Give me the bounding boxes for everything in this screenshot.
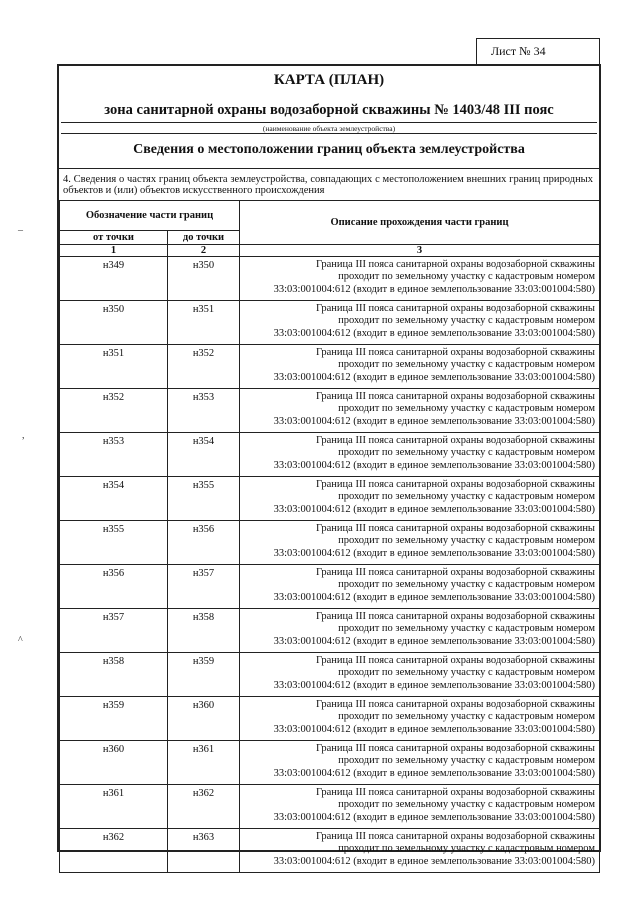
- from-point: н350: [60, 301, 168, 345]
- header-from: от точки: [60, 231, 168, 245]
- boundary-description: [240, 257, 600, 301]
- description-line: Граница III пояса санитарной охраны водозаборной скважины: [315, 567, 595, 578]
- boundary-description: [240, 433, 600, 477]
- from-point: н360: [60, 741, 168, 785]
- boundary-description: [240, 697, 600, 741]
- description-line: проходит по земельному участку с кадастровым номером: [338, 403, 595, 415]
- description-line: проходит по земельному участку с кадастровым номером: [338, 755, 595, 767]
- page-title: КАРТА (ПЛАН): [273, 72, 385, 88]
- hole-punch-mark-icon: ,: [22, 430, 25, 441]
- to-point: н358: [168, 609, 240, 653]
- intro-text: 4. Сведения о частях границ объекта землеустройства, совпадающих с местоположением внешних границ природных объектов и (или) объектов искусственного происхождения: [63, 174, 593, 196]
- description-line: 33:03:001004:612 (входит в единое землепользование 33:03:001004:580): [273, 547, 595, 559]
- boundary-description: [240, 609, 600, 653]
- table-row: [60, 653, 600, 697]
- to-point: н354: [168, 433, 240, 477]
- description-line: 33:03:001004:612 (входит в единое землепользование 33:03:001004:580): [273, 811, 595, 823]
- table-row: [60, 257, 600, 301]
- from-point: н351: [60, 345, 168, 389]
- from-point: н352: [60, 389, 168, 433]
- boundary-description: [240, 301, 600, 345]
- boundary-description: [240, 565, 600, 609]
- hole-punch-mark-icon: ^: [18, 635, 23, 646]
- description-line: Граница III пояса санитарной охраны водозаборной скважины: [315, 743, 595, 754]
- header-group: Обозначение части границ: [60, 201, 240, 231]
- boundary-description: [240, 521, 600, 565]
- hole-punch-mark-icon: –: [18, 225, 23, 236]
- boundary-description: [240, 477, 600, 521]
- table-row: [60, 697, 600, 741]
- description-line: проходит по земельному участку с кадастровым номером: [338, 623, 595, 635]
- from-point: н354: [60, 477, 168, 521]
- description-line: 33:03:001004:612 (входит в единое землепользование 33:03:001004:580): [273, 503, 595, 515]
- object-name-caption: (наименование объекта землеустройства): [61, 122, 597, 134]
- col-number-3: 3: [240, 245, 600, 257]
- description-line: 33:03:001004:612 (входит в единое землепользование 33:03:001004:580): [273, 459, 595, 471]
- from-point: н355: [60, 521, 168, 565]
- header-description: Описание прохождения части границ: [240, 201, 600, 245]
- from-point: н359: [60, 697, 168, 741]
- table-row: [60, 301, 600, 345]
- description-line: Граница III пояса санитарной охраны водозаборной скважины: [315, 391, 595, 402]
- description-line: 33:03:001004:612 (входит в единое землепользование 33:03:001004:580): [273, 767, 595, 779]
- description-line: 33:03:001004:612 (входит в единое землепользование 33:03:001004:580): [273, 327, 595, 339]
- description-line: проходит по земельному участку с кадастровым номером: [338, 535, 595, 547]
- description-line: 33:03:001004:612 (входит в единое землепользование 33:03:001004:580): [273, 591, 595, 603]
- description-line: Граница III пояса санитарной охраны водозаборной скважины: [315, 655, 595, 666]
- description-line: Граница III пояса санитарной охраны водозаборной скважины: [315, 479, 595, 490]
- description-line: 33:03:001004:612 (входит в единое землепользование 33:03:001004:580): [273, 635, 595, 647]
- table-row: [60, 609, 600, 653]
- description-line: Граница III пояса санитарной охраны водозаборной скважины: [315, 347, 595, 358]
- description-line: 33:03:001004:612 (входит в единое землепользование 33:03:001004:580): [273, 283, 595, 295]
- to-point: н352: [168, 345, 240, 389]
- object-name: зона санитарной охраны водозаборной скважины № 1403/48 III пояс: [104, 102, 554, 118]
- to-point: н357: [168, 565, 240, 609]
- col-number-2: 2: [168, 245, 240, 257]
- to-point: н353: [168, 389, 240, 433]
- table-row: [60, 389, 600, 433]
- divider: [59, 168, 599, 169]
- description-line: 33:03:001004:612 (входит в единое землепользование 33:03:001004:580): [273, 723, 595, 735]
- header-to: до точки: [168, 231, 240, 245]
- from-point: н353: [60, 433, 168, 477]
- table-row: [60, 433, 600, 477]
- description-line: 33:03:001004:612 (входит в единое землепользование 33:03:001004:580): [273, 679, 595, 691]
- table-row: [60, 521, 600, 565]
- description-line: проходит по земельному участку с кадастровым номером: [338, 315, 595, 327]
- to-point: н351: [168, 301, 240, 345]
- from-point: н361: [60, 785, 168, 829]
- table-row: [60, 345, 600, 389]
- to-point: н361: [168, 741, 240, 785]
- description-line: Граница III пояса санитарной охраны водозаборной скважины: [315, 699, 595, 710]
- description-line: Граница III пояса санитарной охраны водозаборной скважины: [315, 611, 595, 622]
- col-number-1: 1: [60, 245, 168, 257]
- description-line: проходит по земельному участку с кадастровым номером: [338, 491, 595, 503]
- description-line: проходит по земельному участку с кадастровым номером: [338, 711, 595, 723]
- section-title: Сведения о местоположении границ объекта землеустройства: [133, 142, 525, 157]
- description-line: Граница III пояса санитарной охраны водозаборной скважины: [315, 303, 595, 314]
- description-line: 33:03:001004:612 (входит в единое землепользование 33:03:001004:580): [273, 371, 595, 383]
- description-line: проходит по земельному участку с кадастровым номером: [338, 447, 595, 459]
- description-line: проходит по земельному участку с кадастровым номером: [338, 667, 595, 679]
- document-frame: [57, 64, 601, 867]
- table-row: [60, 565, 600, 609]
- description-line: Граница III пояса санитарной охраны водозаборной скважины: [315, 523, 595, 534]
- description-line: проходит по земельному участку с кадастровым номером: [338, 271, 595, 283]
- table-row: [60, 477, 600, 521]
- from-point: н349: [60, 257, 168, 301]
- table-row: [60, 829, 600, 873]
- to-point: н362: [168, 785, 240, 829]
- from-point: н358: [60, 653, 168, 697]
- boundary-description: [240, 653, 600, 697]
- from-point: н362: [60, 829, 168, 873]
- description-line: проходит по земельному участку с кадастровым номером: [338, 843, 595, 855]
- description-line: проходит по земельному участку с кадастровым номером: [338, 359, 595, 371]
- to-point: н359: [168, 653, 240, 697]
- description-line: Граница III пояса санитарной охраны водозаборной скважины: [315, 259, 595, 270]
- description-line: 33:03:001004:612 (входит в единое землепользование 33:03:001004:580): [273, 855, 595, 867]
- sheet-number-label: Лист № 34: [491, 44, 546, 58]
- to-point: н350: [168, 257, 240, 301]
- sheet-number: [476, 38, 600, 64]
- description-line: проходит по земельному участку с кадастровым номером: [338, 799, 595, 811]
- table-row: [60, 741, 600, 785]
- from-point: н357: [60, 609, 168, 653]
- to-point: н355: [168, 477, 240, 521]
- to-point: н363: [168, 829, 240, 873]
- table-row: [60, 785, 600, 829]
- to-point: н360: [168, 697, 240, 741]
- description-line: 33:03:001004:612 (входит в единое землепользование 33:03:001004:580): [273, 415, 595, 427]
- boundary-table: [59, 200, 600, 873]
- description-line: Граница III пояса санитарной охраны водозаборной скважины: [315, 435, 595, 446]
- boundary-description: [240, 829, 600, 873]
- boundary-description: [240, 345, 600, 389]
- description-line: Граница III пояса санитарной охраны водозаборной скважины: [315, 787, 595, 798]
- description-line: Граница III пояса санитарной охраны водозаборной скважины: [315, 831, 595, 842]
- description-line: проходит по земельному участку с кадастровым номером: [338, 579, 595, 591]
- boundary-description: [240, 741, 600, 785]
- boundary-description: [240, 785, 600, 829]
- boundary-description: [240, 389, 600, 433]
- to-point: н356: [168, 521, 240, 565]
- from-point: н356: [60, 565, 168, 609]
